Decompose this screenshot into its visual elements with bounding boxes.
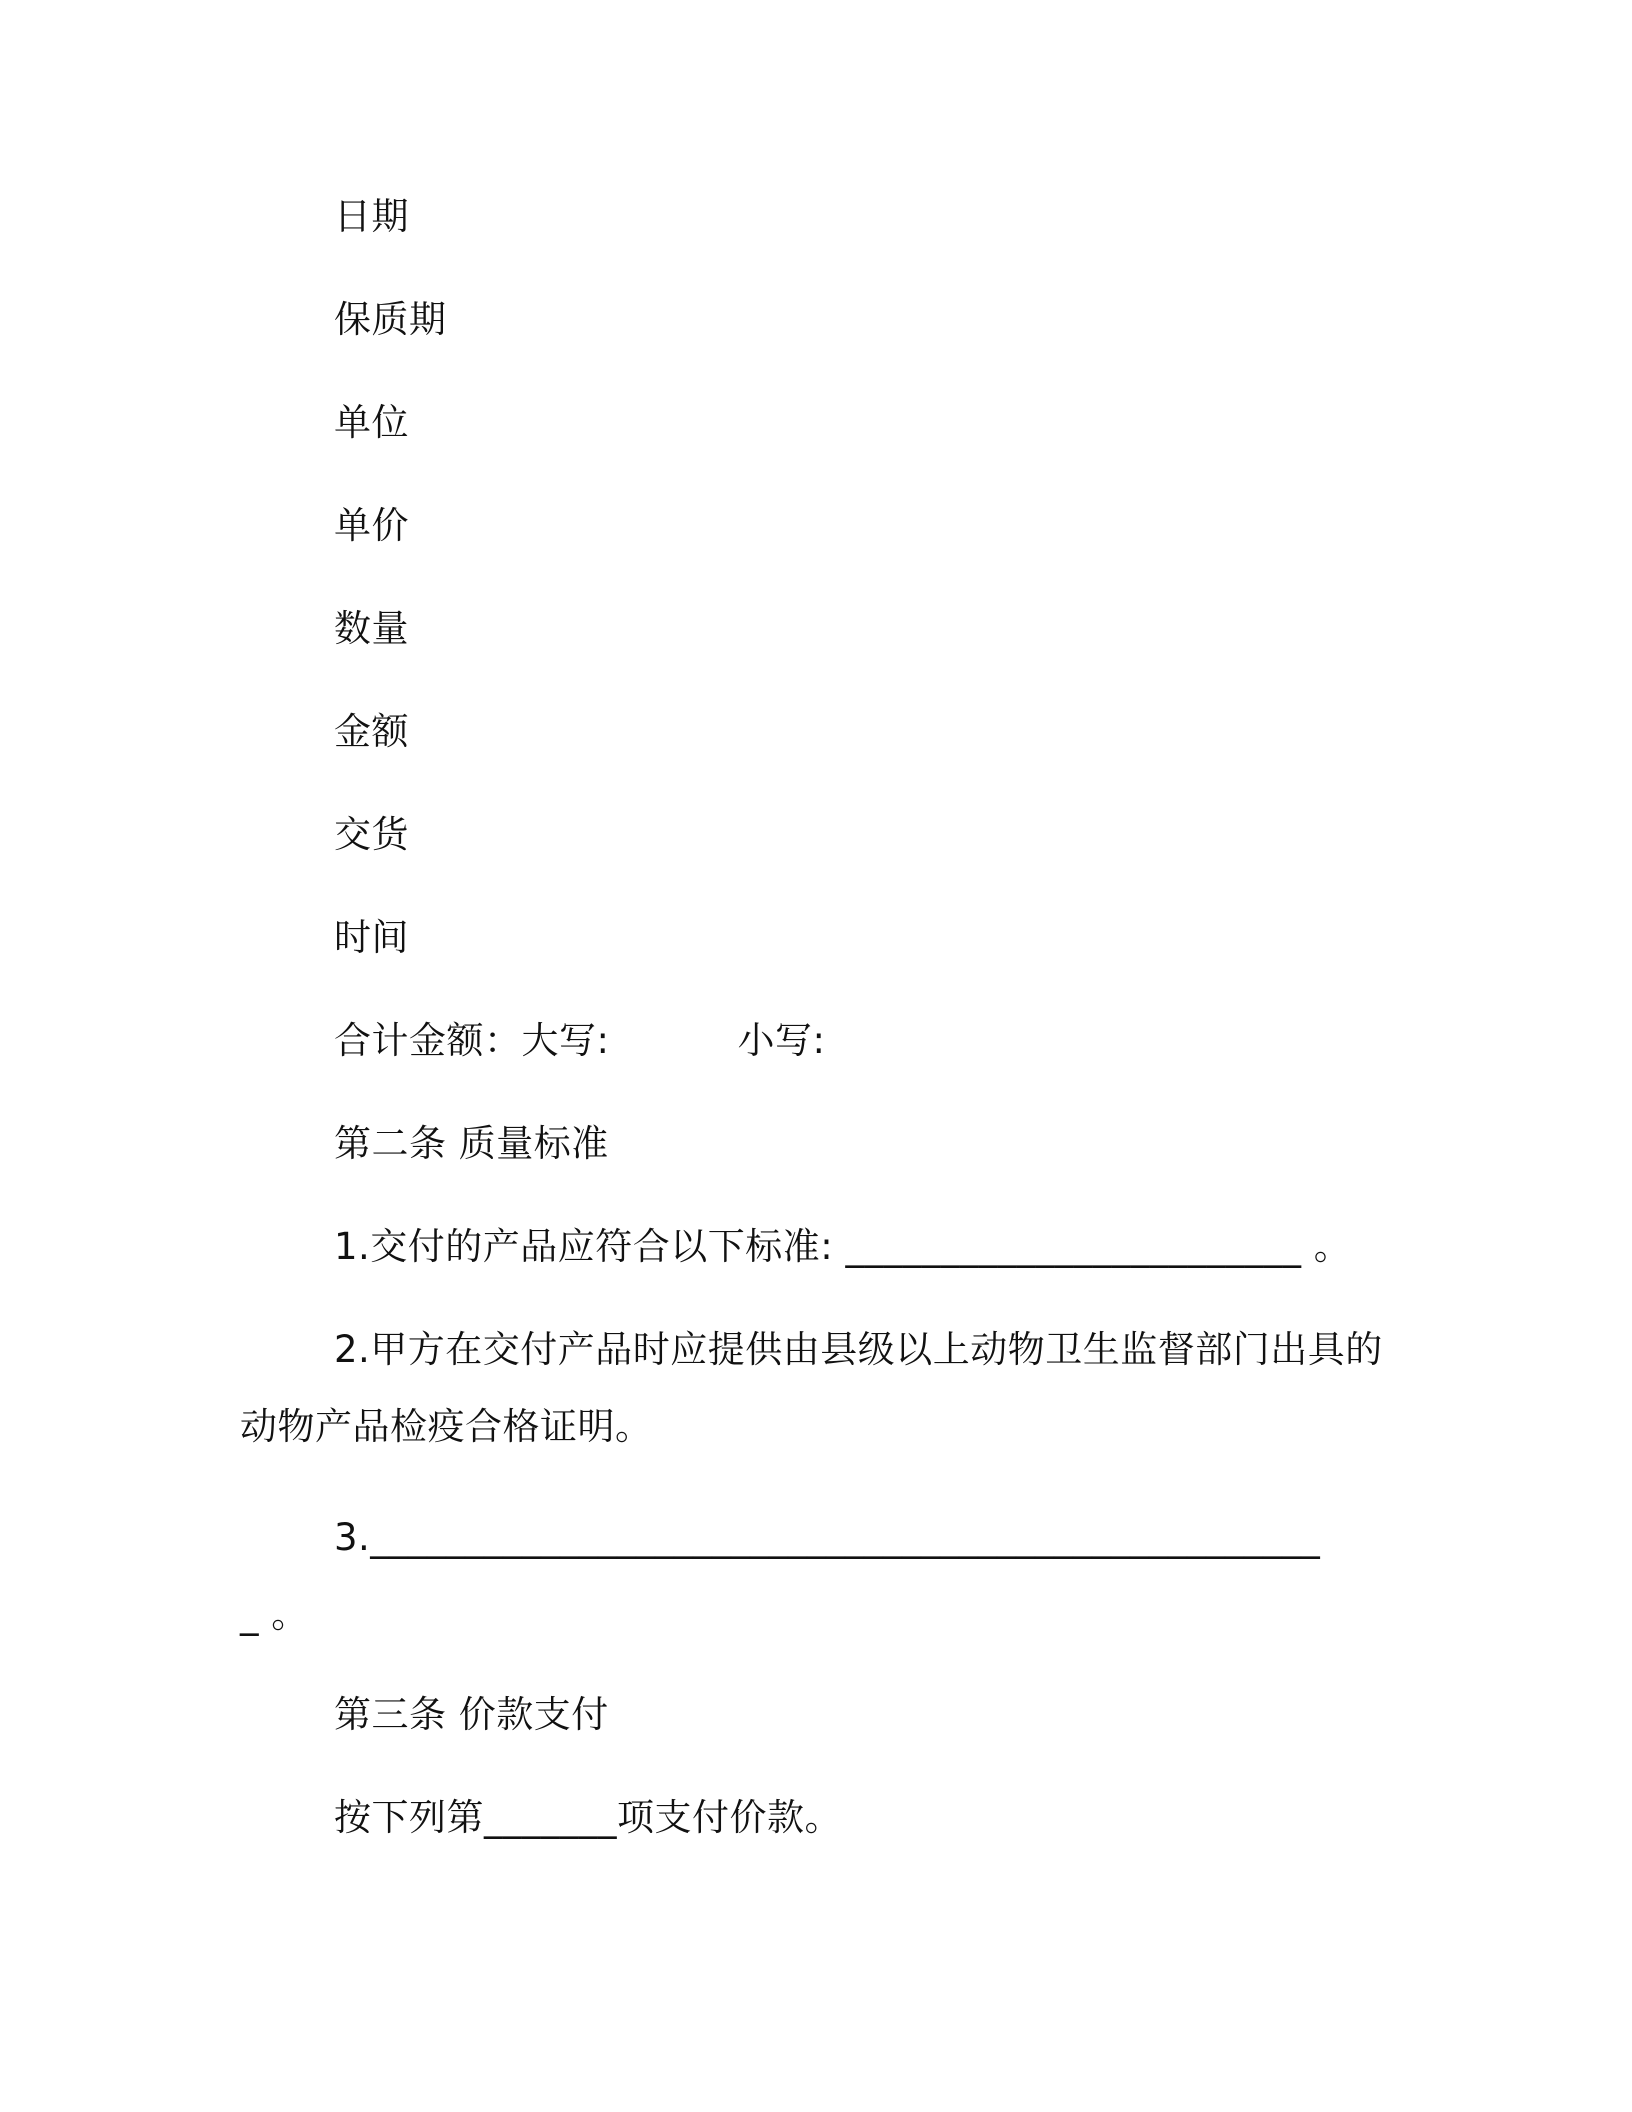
article-3-heading: 第三条 价款支付 [334,1693,609,1736]
total-amount-label: 合计金额：大写: [334,1019,610,1062]
article-2-item-2-line-1: 2.甲方在交付产品时应提供由县级以上动物卫生监督部门出具的 [334,1328,1383,1371]
label-shelf-life: 保质期 [334,298,447,341]
article-2-heading: 第二条 质量标准 [334,1122,609,1165]
label-amount: 金额 [334,710,409,753]
article-2-item-2-line-2: 动物产品检疫合格证明。 [240,1405,653,1448]
label-time: 时间 [334,916,409,959]
article-2-item-1: 1.交付的产品应符合以下标准: ________________________ 。 [334,1225,1352,1268]
label-delivery: 交货 [334,813,409,856]
total-amount-line [334,1018,825,1064]
label-quantity: 数量 [334,607,409,650]
article-3-line-1: 按下列第_______项支付价款。 [334,1796,842,1839]
label-unit: 单位 [334,401,409,444]
label-unit-price: 单价 [334,504,409,547]
label-date: 日期 [334,195,409,238]
total-amount-small-label: 小写: [737,1019,826,1062]
article-2-item-3-line-2: _ 。 [240,1593,309,1636]
article-2-item-3-line-1: 3.__________________________________________________ [334,1516,1321,1559]
